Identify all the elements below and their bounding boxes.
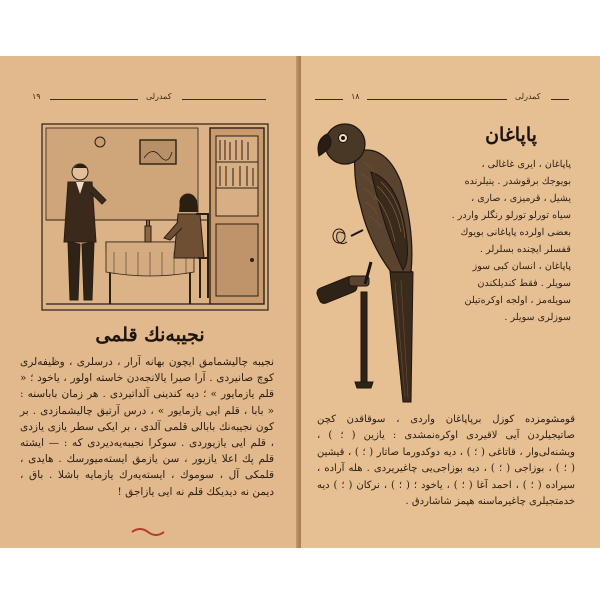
header-rule: [315, 99, 343, 100]
paragraph: پاپاغان ، انسان کبی سوز سویلر . فقط کندیلکندن سویله‌مز ، اولجه اوکره‌تیلن سوزلری سویلر .: [464, 261, 571, 323]
parrot-description: [451, 156, 571, 326]
right-header-title: کمدرلی: [515, 92, 541, 101]
paragraph: پاپاغان ، ایری غاغالی ، بویوجك برقوشدر . ینیلرنده یشیل ، قرمیزی ، صاری ، سیاه تورلو تورلو رنگلر واردر . بعضی اولرده پاپاغانی بویوك قفسلر ایچنده بسلرلر .: [451, 159, 571, 255]
header-rule: [182, 99, 266, 100]
header-rule: [367, 99, 507, 100]
right-page: [301, 56, 600, 548]
left-header-title: کمدرلی: [146, 92, 172, 101]
left-page-header: [30, 92, 264, 106]
book-spread: [0, 56, 600, 548]
right-page-header: [315, 92, 569, 106]
left-page: [0, 56, 298, 548]
room-scene-illustration: [40, 122, 270, 314]
paragraph: نجیبه چالیشمامق ایچون بهانه آرار ، درسلری ، وظیفه‌لری کوچ صانیردی . آرا صیرا یالانجه‌دن خاسته اولور ، یاخود ؛ « قلم یازمایور » ؛ دیه کندینی آلداتیردی . هر زمان باباسنه : « بابا ، قلم ایی یازمایور » ، درس آرتیق چالیشمازدی . بر کون نجیبه‌نك بابالی قلمی آلدی ، بر ایکی سطر یازی یازدی ، قلم ایی یازیوردی . سوکرا نجیبه‌یه‌دیردی که : — ایشته قلم پك اعلا یازیور ، سن یازمق ایسته‌میورسك . هایدی ، قلمکی آل ، سوموك ، ایسته‌یه‌رك یازمایه باشلا . باق ، دیمن نه دیدیکك قلم نه ایی یازاجق !: [20, 356, 274, 498]
parrot-illustration: [315, 112, 445, 412]
right-page-body: [317, 412, 575, 510]
left-page-body: [20, 354, 274, 500]
header-rule: [551, 99, 569, 100]
paragraph: قومشومزده کوزل برپاپاغان واردی ، سوقاقدن کچن صاتیجیلردن آیی لاقیردی اوکره‌نمشدی : یازین ( ؛ ) ، ویشنه‌لی‌وار ، قاتاغی ( ؛ ) ، دیه دوکدورما صاتار ( ؛ ) ، قیشین ( ؛ ) ، بوزاجی ( ؛ ) ، دیه بوزاجی‌یی چاغیریردی . هله آراده ، سیراده ( ؛ ) ، احمد آغا ( ؛ ) ، یاخود ؛ ( ؛ ) ، نرکان ( ؛ ) دیه خدمتجیلری چاغیرماسنه هپمز شاشاردق .: [317, 414, 575, 508]
left-page-heading: نجیبه‌نك قلمی: [95, 324, 205, 346]
right-page-heading: پاپاغان: [485, 124, 537, 146]
right-page-number: ۱۸: [351, 92, 360, 101]
left-page-number: ۱۹: [32, 92, 41, 101]
header-rule: [50, 99, 138, 100]
stamp-mark: [128, 526, 168, 538]
